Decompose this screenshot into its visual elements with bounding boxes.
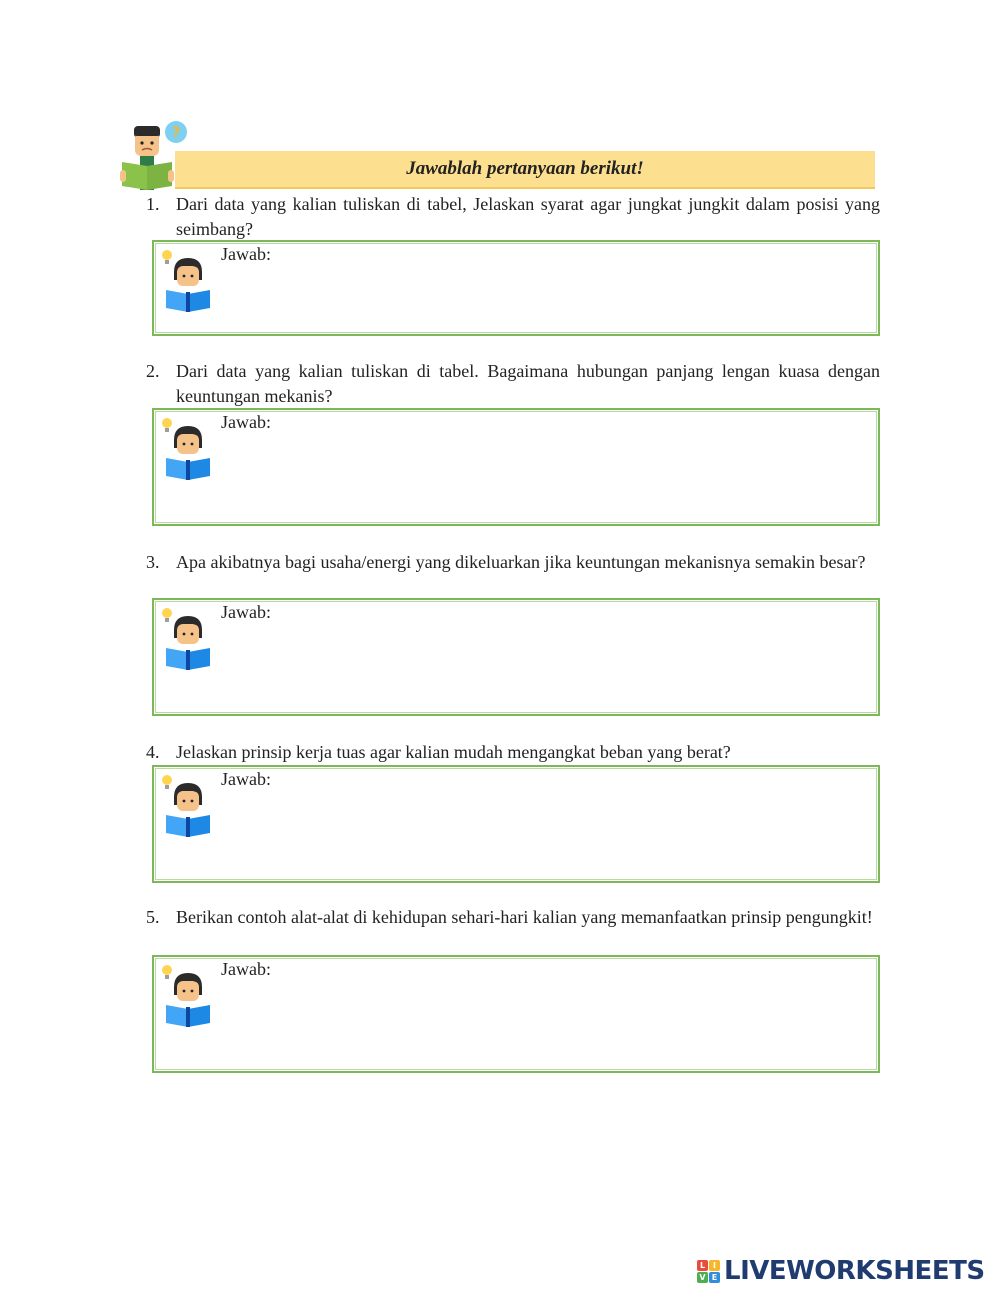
question-2 bbox=[146, 359, 880, 409]
answer-label: Jawab: bbox=[221, 769, 271, 789]
answer-box-2[interactable] bbox=[152, 408, 880, 526]
answer-box-3[interactable] bbox=[152, 598, 880, 716]
question-text: Dari data yang kalian tuliskan di tabel, Jelaskan syarat agar jungkat jungkit dalam posisi yang seimbang? bbox=[176, 194, 880, 239]
answer-label: Jawab: bbox=[221, 244, 271, 264]
question-text: Apa akibatnya bagi usaha/energi yang dikeluarkan jika keuntungan mekanisnya semakin besar? bbox=[176, 552, 866, 572]
answer-box-1[interactable] bbox=[152, 240, 880, 336]
student-reading-icon bbox=[160, 604, 214, 670]
question-text: Dari data yang kalian tuliskan di tabel. Bagaimana hubungan panjang lengan kuasa dengan keuntungan mekanis? bbox=[176, 361, 880, 406]
question-3 bbox=[146, 550, 880, 575]
question-5 bbox=[146, 905, 880, 930]
question-text: Jelaskan prinsip kerja tuas agar kalian mudah mengangkat beban yang berat? bbox=[176, 742, 731, 762]
question-number: 5. bbox=[146, 907, 160, 927]
logo-block: V bbox=[697, 1272, 708, 1283]
logo-blocks-icon bbox=[697, 1260, 720, 1283]
section-title: Jawablah pertanyaan berikut! bbox=[406, 158, 644, 179]
student-reading-icon bbox=[160, 771, 214, 837]
question-number: 1. bbox=[146, 194, 160, 214]
question-1 bbox=[146, 192, 880, 242]
logo-wordmark: LIVEWORKSHEETS bbox=[724, 1256, 985, 1286]
svg-text:?: ? bbox=[171, 125, 181, 141]
student-reading-icon bbox=[160, 246, 214, 312]
answer-box-4[interactable] bbox=[152, 765, 880, 883]
liveworksheets-logo bbox=[697, 1256, 985, 1286]
logo-block: I bbox=[709, 1260, 720, 1271]
answer-label: Jawab: bbox=[221, 602, 271, 622]
logo-block: E bbox=[709, 1272, 720, 1283]
question-number: 4. bbox=[146, 742, 160, 762]
question-number: 3. bbox=[146, 552, 160, 572]
question-4 bbox=[146, 740, 880, 765]
question-text: Berikan contoh alat-alat di kehidupan sehari-hari kalian yang memanfaatkan prinsip pengungkit! bbox=[176, 907, 873, 927]
logo-block: L bbox=[697, 1260, 708, 1271]
teacher-reading-icon bbox=[118, 118, 192, 192]
student-reading-icon bbox=[160, 414, 214, 480]
answer-box-5[interactable] bbox=[152, 955, 880, 1073]
answer-label: Jawab: bbox=[221, 959, 271, 979]
answer-label: Jawab: bbox=[221, 412, 271, 432]
question-number: 2. bbox=[146, 361, 160, 381]
section-header-banner bbox=[175, 151, 875, 189]
student-reading-icon bbox=[160, 961, 214, 1027]
